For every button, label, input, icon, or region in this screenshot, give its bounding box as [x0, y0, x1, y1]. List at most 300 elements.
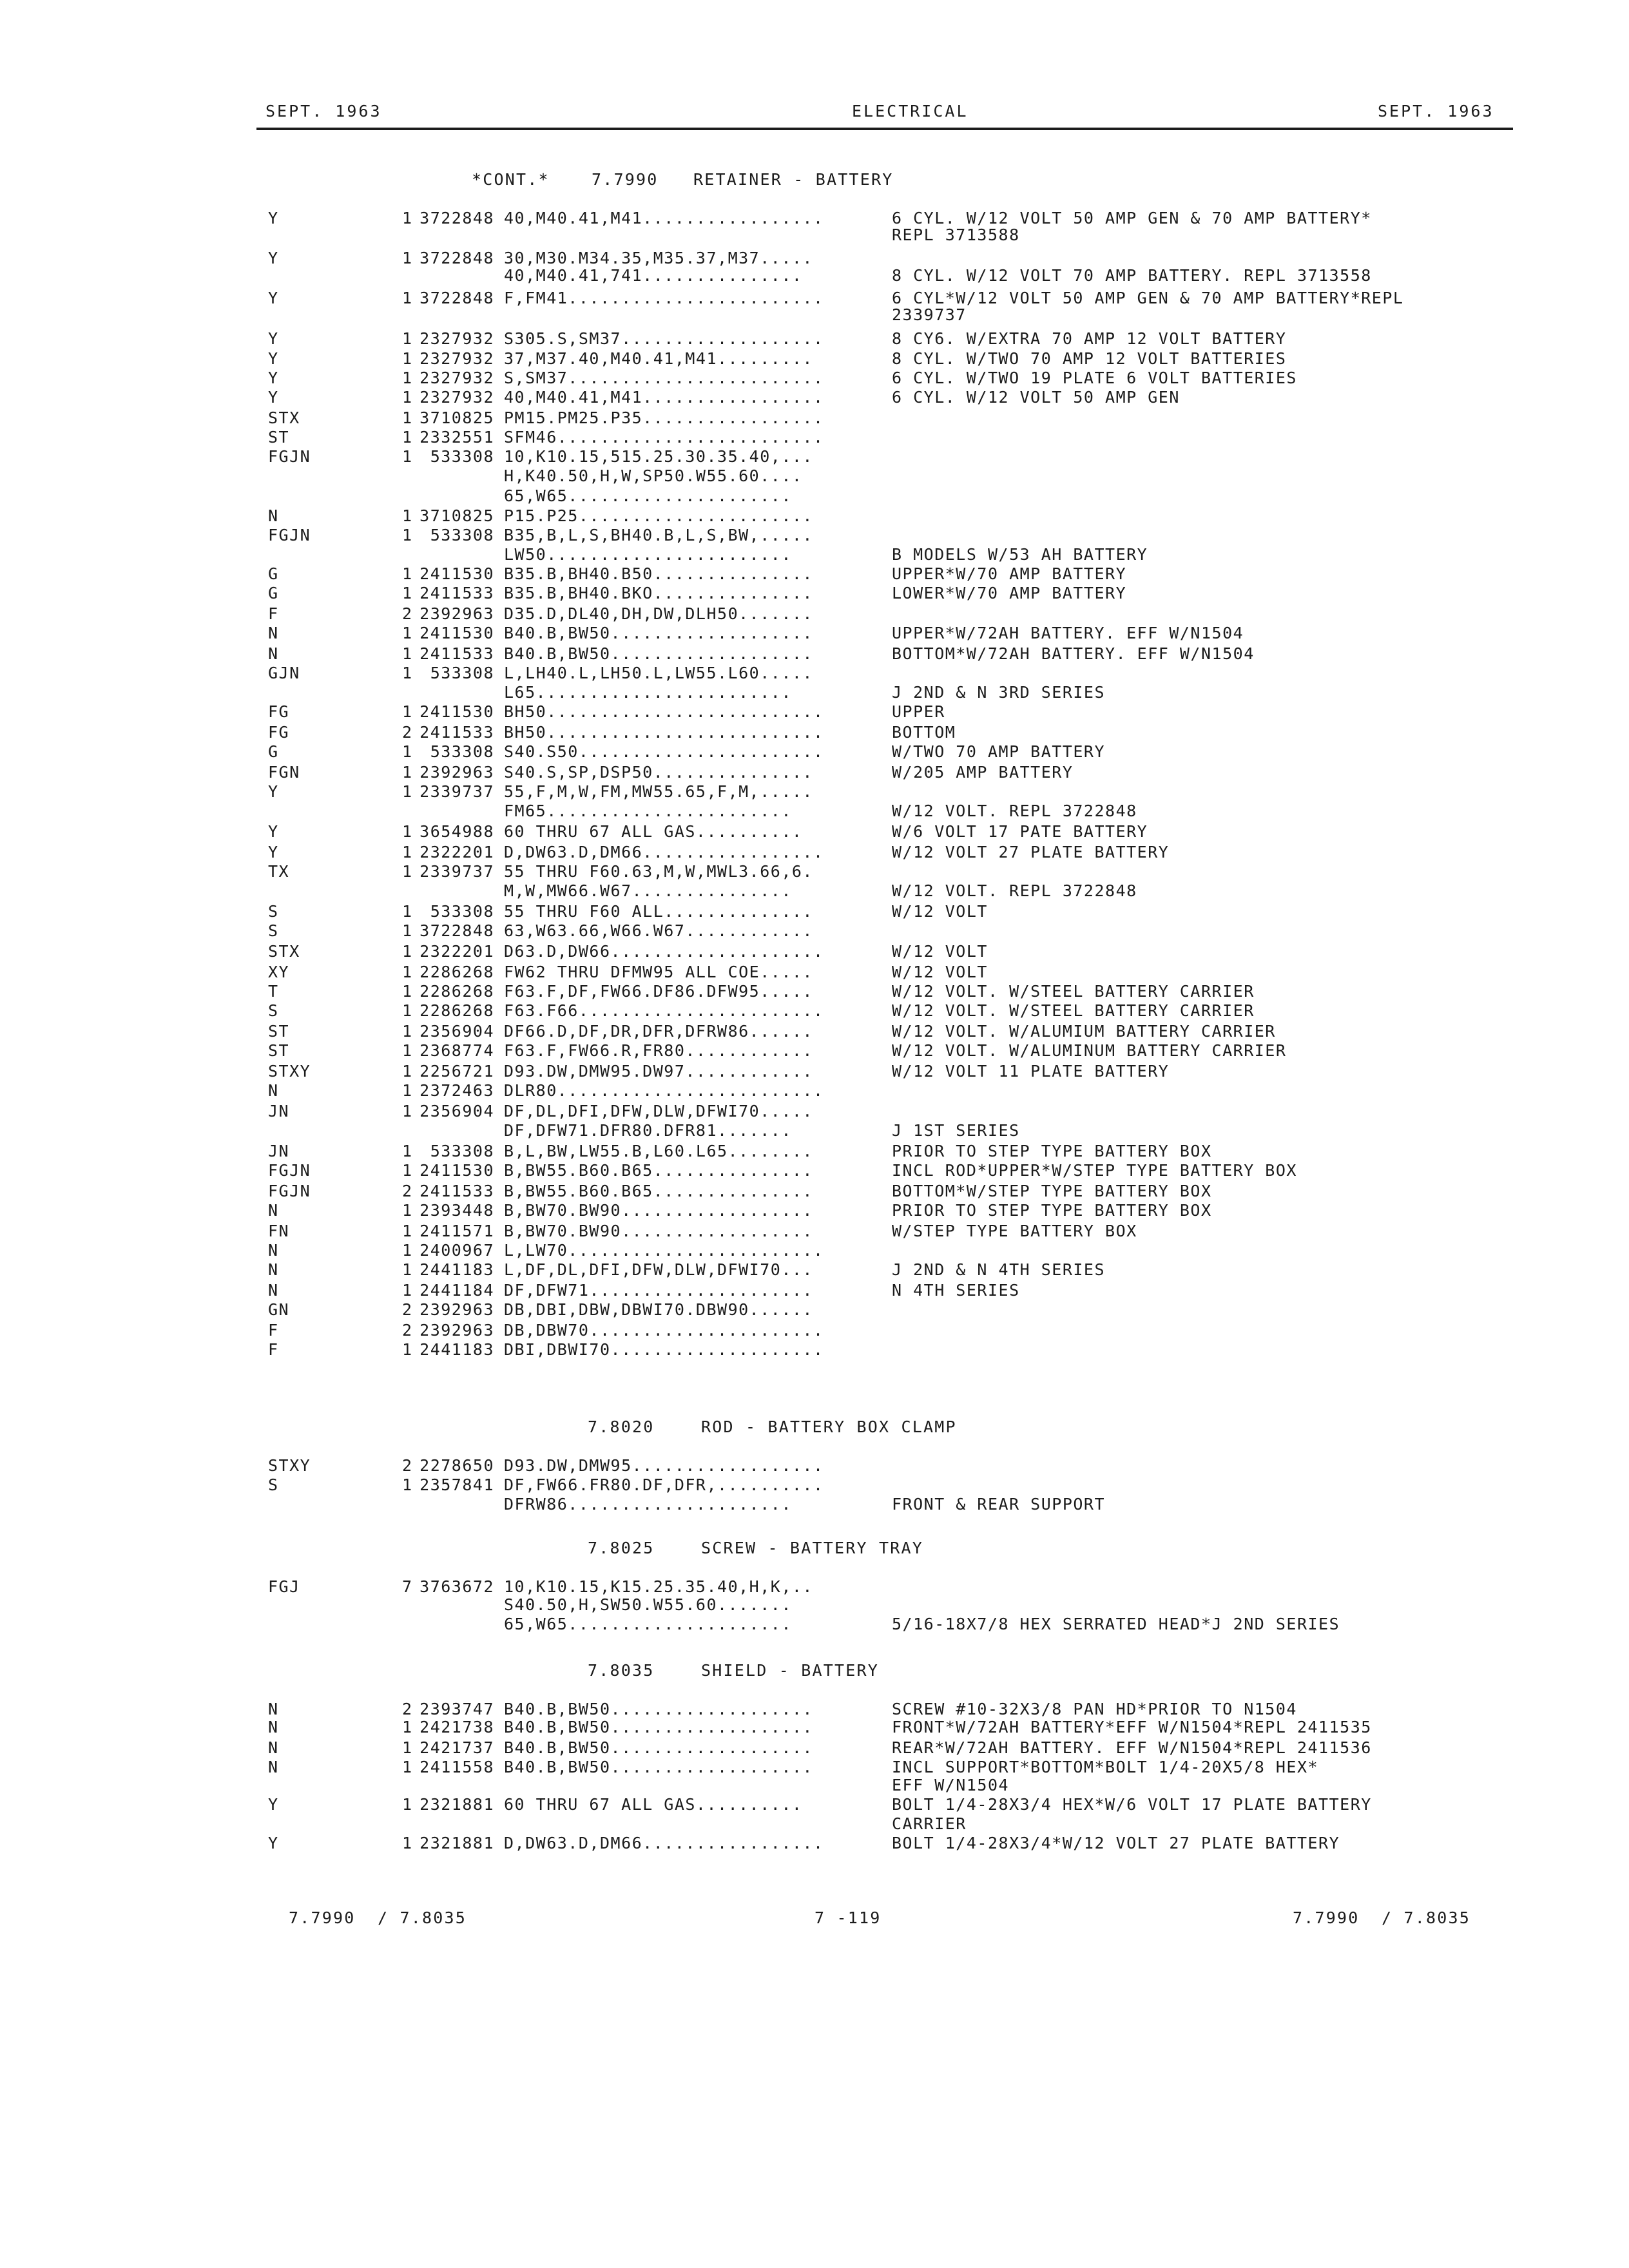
table-row [0, 369, 1629, 389]
quantity: 1 [402, 1834, 413, 1852]
applicable-models: M,W,MW66.W67............... [504, 881, 792, 900]
quantity: 1 [402, 982, 413, 1001]
table-row [0, 1776, 1629, 1796]
part-number: 2321881 [419, 1834, 494, 1852]
applicable-models: 60 THRU 67 ALL GAS.......... [504, 822, 803, 841]
description: W/12 VOLT. W/ALUMINUM BATTERY CARRIER [892, 1041, 1287, 1060]
table-row [0, 843, 1629, 863]
table-row [0, 329, 1629, 349]
quantity: 1 [402, 921, 413, 940]
table-row [0, 862, 1629, 882]
part-number: 2278650 [419, 1456, 494, 1475]
description: 8 CYL. W/12 VOLT 70 AMP BATTERY. REPL 3713558 [892, 266, 1372, 285]
model-code: TX [268, 862, 290, 881]
part-number: 2400967 [419, 1241, 494, 1260]
applicable-models: DF,FW66.FR80.DF,DFR,.......... [504, 1475, 824, 1494]
quantity: 1 [402, 1102, 413, 1120]
part-number: 2392963 [419, 604, 494, 623]
applicable-models: L,DF,DL,DFI,DFW,DLW,DFWI70... [504, 1260, 813, 1279]
quantity: 1 [402, 1758, 413, 1776]
part-number: 3722848 [419, 289, 494, 307]
applicable-models: 10,K10.15,K15.25.35.40,H,K,.. [504, 1577, 813, 1596]
part-number: 2256721 [419, 1062, 494, 1081]
part-number: 2441183 [419, 1340, 494, 1359]
table-row [0, 1577, 1629, 1597]
table-row [0, 723, 1629, 743]
table-row [0, 584, 1629, 604]
section-heading [0, 1418, 1629, 1443]
quantity: 1 [402, 1718, 413, 1736]
quantity: 1 [402, 1260, 413, 1279]
description: W/12 VOLT [892, 942, 988, 961]
quantity: 1 [402, 664, 413, 682]
table-row [0, 564, 1629, 584]
applicable-models: 65,W65..................... [504, 486, 792, 505]
model-code: Y [268, 289, 279, 307]
applicable-models: B40.B,BW50................... [504, 1738, 813, 1757]
part-number: 533308 [430, 664, 494, 682]
table-row [0, 1182, 1629, 1202]
table-row [0, 683, 1629, 703]
table-row [0, 1161, 1629, 1181]
table-row [0, 447, 1629, 467]
part-number: 2421738 [419, 1718, 494, 1736]
description: W/12 VOLT 11 PLATE BATTERY [892, 1062, 1170, 1081]
description: W/205 AMP BATTERY [892, 763, 1074, 782]
model-code: Y [268, 329, 279, 348]
part-number: 2372463 [419, 1081, 494, 1100]
quantity: 1 [402, 942, 413, 961]
part-number: 2327932 [419, 329, 494, 348]
part-number: 533308 [430, 1142, 494, 1160]
applicable-models: B40.B,BW50................... [504, 624, 813, 642]
model-code: N [268, 1758, 279, 1776]
header-center: ELECTRICAL [852, 102, 969, 120]
applicable-models: BH50.......................... [504, 702, 824, 721]
model-code: N [268, 1260, 279, 1279]
model-code: N [268, 1201, 279, 1220]
quantity: 1 [402, 1081, 413, 1100]
quantity: 1 [402, 1222, 413, 1240]
quantity: 2 [402, 1456, 413, 1475]
section-title: SCREW - BATTERY TRAY [701, 1539, 924, 1557]
quantity: 1 [402, 428, 413, 447]
table-row [0, 1142, 1629, 1162]
quantity: 1 [402, 447, 413, 466]
description: W/12 VOLT 27 PLATE BATTERY [892, 843, 1170, 861]
model-code: ST [268, 1041, 290, 1060]
applicable-models: DF,DFW71.DFR80.DFR81....... [504, 1121, 792, 1140]
part-number: 3722848 [419, 209, 494, 227]
part-number: 2421737 [419, 1738, 494, 1757]
table-row [0, 1102, 1629, 1122]
quantity: 1 [402, 249, 413, 267]
model-code: FGN [268, 763, 300, 782]
part-number: 2286268 [419, 963, 494, 981]
applicable-models: 40,M40.41,M41................. [504, 388, 824, 407]
part-number: 2392963 [419, 1300, 494, 1319]
part-number: 3654988 [419, 822, 494, 841]
section-title: ROD - BATTERY BOX CLAMP [701, 1418, 957, 1436]
description: BOTTOM*W/72AH BATTERY. EFF W/N1504 [892, 644, 1255, 663]
applicable-models: B35.B,BH40.B50............... [504, 564, 813, 583]
model-code: JN [268, 1142, 290, 1160]
quantity: 1 [402, 408, 413, 427]
header-right: SEPT. 1963 [1378, 102, 1494, 120]
quantity: 1 [402, 1201, 413, 1220]
table-row [0, 466, 1629, 486]
model-code: FN [268, 1222, 290, 1240]
table-row [0, 1738, 1629, 1758]
quantity: 1 [402, 742, 413, 761]
applicable-models: B,BW70.BW90.................. [504, 1222, 813, 1240]
quantity: 1 [402, 1738, 413, 1757]
part-number: 2393448 [419, 1201, 494, 1220]
part-number: 2357841 [419, 1475, 494, 1494]
description: UPPER*W/70 AMP BATTERY [892, 564, 1127, 583]
applicable-models: H,K40.50,H,W,SP50.W55.60.... [504, 466, 803, 485]
model-code: N [268, 624, 279, 642]
quantity: 1 [402, 1281, 413, 1300]
part-number: 2441184 [419, 1281, 494, 1300]
table-row [0, 763, 1629, 783]
table-row [0, 506, 1629, 526]
applicable-models: S305.S,SM37................... [504, 329, 824, 348]
quantity: 1 [402, 1241, 413, 1260]
model-code: Y [268, 1834, 279, 1852]
quantity: 2 [402, 1182, 413, 1200]
part-number: 533308 [430, 447, 494, 466]
applicable-models: PM15.PM25.P35................. [504, 408, 824, 427]
part-number: 2441183 [419, 1260, 494, 1279]
part-number: 533308 [430, 526, 494, 544]
table-row [0, 408, 1629, 428]
part-number: 2411533 [419, 584, 494, 602]
table-row [0, 1718, 1629, 1738]
applicable-models: B,L,BW,LW55.B,L60.L65........ [504, 1142, 813, 1160]
description: CARRIER [892, 1814, 967, 1833]
quantity: 2 [402, 604, 413, 623]
model-code: G [268, 584, 279, 602]
table-row [0, 1595, 1629, 1615]
applicable-models: 65,W65..................... [504, 1615, 792, 1633]
description: 6 CYL. W/TWO 19 PLATE 6 VOLT BATTERIES [892, 369, 1297, 387]
model-code: F [268, 1340, 279, 1359]
quantity: 1 [402, 644, 413, 663]
table-row [0, 942, 1629, 962]
part-number: 3722848 [419, 921, 494, 940]
quantity: 1 [402, 329, 413, 348]
part-number: 2392963 [419, 763, 494, 782]
header-left: SEPT. 1963 [265, 102, 382, 120]
applicable-models: B40.B,BW50................... [504, 1758, 813, 1776]
model-code: S [268, 1001, 279, 1020]
model-code: Y [268, 782, 279, 801]
applicable-models: 55 THRU F60 ALL.............. [504, 902, 813, 921]
table-row [0, 388, 1629, 408]
applicable-models: D,DW63.D,DM66................. [504, 843, 824, 861]
part-number: 3710825 [419, 506, 494, 525]
quantity: 1 [402, 1161, 413, 1180]
quantity: 1 [402, 763, 413, 782]
header-rule [256, 128, 1513, 130]
table-row [0, 802, 1629, 822]
description: UPPER [892, 702, 945, 721]
model-code: F [268, 604, 279, 623]
applicable-models: F63.F66....................... [504, 1001, 824, 1020]
description: LOWER*W/70 AMP BATTERY [892, 584, 1127, 602]
model-code: Y [268, 388, 279, 407]
model-code: FG [268, 723, 290, 742]
quantity: 7 [402, 1577, 413, 1596]
part-number: 2339737 [419, 782, 494, 801]
applicable-models: 30,M30.M34.35,M35.37,M37..... [504, 249, 813, 267]
table-row [0, 604, 1629, 624]
applicable-models: S40.S,SP,DSP50............... [504, 763, 813, 782]
model-code: FGJN [268, 1161, 311, 1180]
applicable-models: DFRW86..................... [504, 1495, 792, 1514]
description: PRIOR TO STEP TYPE BATTERY BOX [892, 1201, 1212, 1220]
table-row [0, 1340, 1629, 1360]
model-code: FGJ [268, 1577, 300, 1596]
table-row [0, 822, 1629, 842]
table-row [0, 266, 1629, 286]
model-code: N [268, 1241, 279, 1260]
part-number: 2332551 [419, 428, 494, 447]
applicable-models: DF,DL,DFI,DFW,DLW,DFWI70..... [504, 1102, 813, 1120]
quantity: 1 [402, 843, 413, 861]
section-title: SHIELD - BATTERY [701, 1661, 880, 1680]
description: W/STEP TYPE BATTERY BOX [892, 1222, 1137, 1240]
description: J 2ND & N 4TH SERIES [892, 1260, 1106, 1279]
quantity: 1 [402, 702, 413, 721]
table-row [0, 644, 1629, 664]
quantity: 1 [402, 1340, 413, 1359]
quantity: 1 [402, 822, 413, 841]
model-code: G [268, 742, 279, 761]
part-number: 2393747 [419, 1700, 494, 1718]
page-number: 7 -119 [815, 1908, 882, 1927]
applicable-models: 60 THRU 67 ALL GAS.......... [504, 1795, 803, 1814]
description: 6 CYL. W/12 VOLT 50 AMP GEN & 70 AMP BATTERY* [892, 209, 1372, 227]
part-number: 2321881 [419, 1795, 494, 1814]
part-number: 2392963 [419, 1321, 494, 1340]
model-code: ST [268, 428, 290, 447]
table-row [0, 963, 1629, 983]
model-code: Y [268, 209, 279, 227]
description: EFF W/N1504 [892, 1776, 1010, 1794]
description: W/12 VOLT [892, 963, 988, 981]
table-row [0, 1758, 1629, 1778]
part-number: 2411558 [419, 1758, 494, 1776]
table-row [0, 1001, 1629, 1021]
model-code: JN [268, 1102, 290, 1120]
quantity: 1 [402, 624, 413, 642]
applicable-models: 37,M37.40,M40.41,M41......... [504, 349, 813, 368]
part-number: 2356904 [419, 1022, 494, 1041]
part-number: 2322201 [419, 942, 494, 961]
part-number: 2411533 [419, 1182, 494, 1200]
applicable-models: SFM46......................... [504, 428, 824, 447]
quantity: 1 [402, 584, 413, 602]
quantity: 1 [402, 388, 413, 407]
description: W/12 VOLT. W/STEEL BATTERY CARRIER [892, 982, 1255, 1001]
part-number: 2411530 [419, 564, 494, 583]
section-number: 7.8025 [588, 1539, 655, 1557]
description: W/12 VOLT [892, 902, 988, 921]
model-code: N [268, 1281, 279, 1300]
quantity: 1 [402, 1475, 413, 1494]
table-row [0, 1062, 1629, 1082]
part-number: 533308 [430, 742, 494, 761]
description: BOLT 1/4-28X3/4*W/12 VOLT 27 PLATE BATTERY [892, 1834, 1340, 1852]
description: BOTTOM [892, 723, 956, 742]
table-row [0, 1321, 1629, 1341]
table-row [0, 1260, 1629, 1280]
part-number: 533308 [430, 902, 494, 921]
table-row [0, 428, 1629, 448]
description: J 2ND & N 3RD SERIES [892, 683, 1106, 702]
table-row [0, 1022, 1629, 1042]
model-code: F [268, 1321, 279, 1340]
part-number: 2356904 [419, 1102, 494, 1120]
quantity: 1 [402, 1022, 413, 1041]
model-code: GN [268, 1300, 290, 1319]
description: 8 CY6. W/EXTRA 70 AMP 12 VOLT BATTERY [892, 329, 1287, 348]
applicable-models: L,LW70........................ [504, 1241, 824, 1260]
table-row [0, 1834, 1629, 1854]
footer-right: 7.7990 / 7.8035 [1293, 1908, 1471, 1927]
section-prefix: *CONT.* [472, 170, 550, 189]
quantity: 1 [402, 1001, 413, 1020]
table-row [0, 486, 1629, 506]
applicable-models: 55,F,M,W,FM,MW55.65,F,M,..... [504, 782, 813, 801]
table-row [0, 742, 1629, 762]
table-row [0, 1241, 1629, 1261]
quantity: 1 [402, 289, 413, 307]
quantity: 1 [402, 506, 413, 525]
description: N 4TH SERIES [892, 1281, 1020, 1300]
applicable-models: B35.B,BH40.BKO............... [504, 584, 813, 602]
quantity: 1 [402, 862, 413, 881]
applicable-models: D63.D,DW66.................... [504, 942, 824, 961]
applicable-models: D,DW63.D,DM66................. [504, 1834, 824, 1852]
table-row [0, 1700, 1629, 1720]
description: BOTTOM*W/STEP TYPE BATTERY BOX [892, 1182, 1212, 1200]
description: SCREW #10-32X3/8 PAN HD*PRIOR TO N1504 [892, 1700, 1297, 1718]
quantity: 2 [402, 723, 413, 742]
applicable-models: S40.S50....................... [504, 742, 824, 761]
applicable-models: FW62 THRU DFMW95 ALL COE..... [504, 963, 813, 981]
footer-left: 7.7990 / 7.8035 [289, 1908, 467, 1927]
applicable-models: DB,DBW70...................... [504, 1321, 824, 1340]
model-code: Y [268, 1795, 279, 1814]
table-row [0, 545, 1629, 565]
quantity: 1 [402, 564, 413, 583]
applicable-models: D35.D,DL40,DH,DW,DLH50....... [504, 604, 813, 623]
table-row [0, 624, 1629, 644]
section-number: 7.7990 [592, 170, 659, 189]
section-heading [0, 1539, 1629, 1564]
description: 8 CYL. W/TWO 70 AMP 12 VOLT BATTERIES [892, 349, 1287, 368]
table-row [0, 1615, 1629, 1635]
model-code: Y [268, 822, 279, 841]
part-number: 3722848 [419, 249, 494, 267]
description: W/12 VOLT. REPL 3722848 [892, 802, 1137, 820]
table-row [0, 1795, 1629, 1815]
table-row [0, 881, 1629, 901]
table-row [0, 921, 1629, 941]
applicable-models: 40,M40.41,M41................. [504, 209, 824, 227]
part-number: 2368774 [419, 1041, 494, 1060]
applicable-models: F63.F,DF,FW66.DF86.DFW95..... [504, 982, 813, 1001]
description: W/TWO 70 AMP BATTERY [892, 742, 1106, 761]
description: 6 CYL. W/12 VOLT 50 AMP GEN [892, 388, 1180, 407]
applicable-models: S40.50,H,SW50.W55.60....... [504, 1595, 792, 1614]
table-row [0, 664, 1629, 684]
applicable-models: 40,M40.41,741............... [504, 266, 803, 285]
applicable-models: L65........................ [504, 683, 792, 702]
description: UPPER*W/72AH BATTERY. EFF W/N1504 [892, 624, 1244, 642]
part-number: 2339737 [419, 862, 494, 881]
model-code: Y [268, 369, 279, 387]
description: 5/16-18X7/8 HEX SERRATED HEAD*J 2ND SERIES [892, 1615, 1340, 1633]
quantity: 1 [402, 1041, 413, 1060]
model-code: FG [268, 702, 290, 721]
table-row [0, 1456, 1629, 1476]
table-row [0, 226, 1629, 245]
model-code: S [268, 902, 279, 921]
part-number: 2411530 [419, 702, 494, 721]
quantity: 1 [402, 369, 413, 387]
applicable-models: P15.P25...................... [504, 506, 813, 525]
applicable-models: D93.DW,DMW95.................. [504, 1456, 824, 1475]
model-code: N [268, 644, 279, 663]
description: INCL SUPPORT*BOTTOM*BOLT 1/4-20X5/8 HEX* [892, 1758, 1319, 1776]
table-row [0, 349, 1629, 369]
model-code: STX [268, 408, 300, 427]
section-number: 7.8020 [588, 1418, 655, 1436]
table-row [0, 526, 1629, 546]
table-row [0, 1814, 1629, 1834]
quantity: 2 [402, 1700, 413, 1718]
table-row [0, 1281, 1629, 1301]
description: 2339737 [892, 305, 967, 324]
applicable-models: L,LH40.L,LH50.L,LW55.L60..... [504, 664, 813, 682]
section-title: RETAINER - BATTERY [693, 170, 894, 189]
quantity: 2 [402, 1321, 413, 1340]
description: W/6 VOLT 17 PATE BATTERY [892, 822, 1148, 841]
applicable-models: B40.B,BW50................... [504, 1700, 813, 1718]
part-number: 2327932 [419, 349, 494, 368]
quantity: 1 [402, 1062, 413, 1081]
table-row [0, 1201, 1629, 1221]
model-code: N [268, 1738, 279, 1757]
quantity: 1 [402, 349, 413, 368]
table-row [0, 982, 1629, 1002]
model-code: S [268, 1475, 279, 1494]
part-number: 2322201 [419, 843, 494, 861]
quantity: 2 [402, 1300, 413, 1319]
applicable-models: B,BW55.B60.B65............... [504, 1161, 813, 1180]
model-code: FGJN [268, 447, 311, 466]
table-row [0, 702, 1629, 722]
part-number: 2411533 [419, 644, 494, 663]
table-row [0, 782, 1629, 802]
description: FRONT & REAR SUPPORT [892, 1495, 1106, 1514]
applicable-models: DBI,DBWI70.................... [504, 1340, 824, 1359]
applicable-models: D93.DW,DMW95.DW97............ [504, 1062, 813, 1081]
